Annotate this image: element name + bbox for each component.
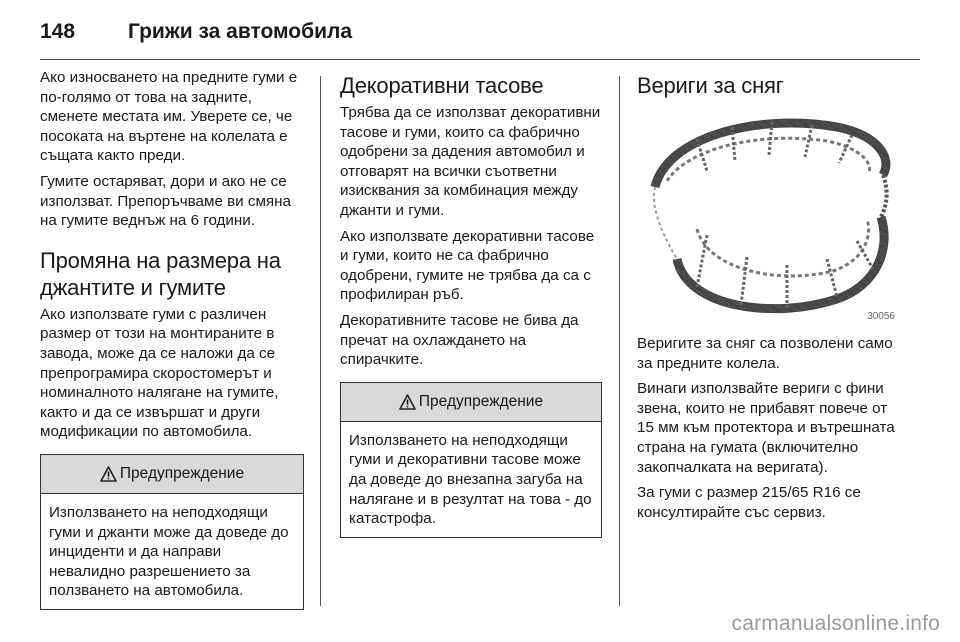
warning-body (341, 422, 601, 537)
column-1 (40, 68, 304, 610)
warning-title: Предупреждение (418, 392, 544, 410)
figure-number: 30056 (867, 311, 895, 322)
warning-text: Използването на неподходящи гуми и джанти може да доведе до инциденти и да направи невалидно разрешението за ползването на автомобила. (49, 503, 289, 600)
column-2 (340, 68, 602, 538)
page-title: Грижи за автомобила (128, 20, 353, 43)
warning-header (41, 455, 303, 494)
warning-triangle-icon (399, 394, 416, 410)
hubcaps-paragraph-1: Трябва да се използват декоративни тасове и гуми, които са фабрично одобрени за дадения автомобил и отговарят на всички съответни изисквания за комбинация между джанти и гуми. (340, 104, 601, 219)
section-heading-snow-chains: Вериги за сняг (637, 73, 784, 98)
header-rule (40, 59, 920, 60)
snow-chains-paragraph-3: За гуми с размер 215/65 R16 се консултирайте със сервиз. (637, 484, 861, 521)
tire-rotation-paragraph: Ако износването на предните гуми е по-голямо от това на задните, сменете местата им. Уверете се, че посоката на въртене на колелата е същата както преди. (40, 69, 298, 165)
snow-chains-paragraph-1: Веригите за сняг са позволени само за предните колела. (637, 335, 893, 372)
hubcaps-paragraph-3: Декоративните тасове не бива да пречат на охлаждането на спирачките. (340, 311, 579, 369)
page-header (40, 12, 352, 52)
column-divider-2 (619, 76, 620, 606)
snow-chains-illustration (637, 109, 899, 324)
warning-body (41, 494, 303, 609)
snow-chains-paragraph-2: Винаги използвайте вериги с фини звена, които не прибавят повече от 15 мм към протектора и вътрешната страна на гумата (включително закопчалката на веригата). (637, 380, 895, 476)
warning-title: Предупреждение (119, 464, 245, 482)
hubcaps-paragraph-2: Ако използвате декоративни тасове и гуми, които не са фабрично одобрени, гумите не трябва да са с профилиран ръб. (340, 227, 595, 304)
warning-header (341, 383, 601, 422)
warning-text: Използването на неподходящи гуми и декоративни тасове може да доведе до внезапна загуба на налягане и в резултат на това - до катастрофа. (349, 431, 592, 528)
warning-box-hubcaps (340, 382, 602, 538)
column-3 (637, 68, 905, 528)
column-divider-1 (320, 76, 321, 606)
size-change-paragraph: Ако използвате гуми с различен размер от този на монтираните в завода, може да се наложи да се препрограмира скоростомерът и номиналното налягане на гумите, както и да се извършат и други модификации по автомобила. (40, 305, 279, 441)
page-number: 148 (40, 20, 76, 43)
section-heading-size-change: Промяна на размера на джантите и гумите (40, 247, 281, 300)
tire-aging-paragraph: Гумите остаряват, дори и ако не се използват. Препоръчваме ви смяна на гумите веднъж на 6 години. (40, 172, 291, 230)
warning-box-size (40, 454, 304, 610)
warning-triangle-icon (100, 466, 117, 482)
watermark: carmanualsonline.info (731, 612, 940, 635)
snow-chain-icon (637, 109, 899, 324)
section-heading-hubcaps: Декоративни тасове (340, 73, 544, 98)
